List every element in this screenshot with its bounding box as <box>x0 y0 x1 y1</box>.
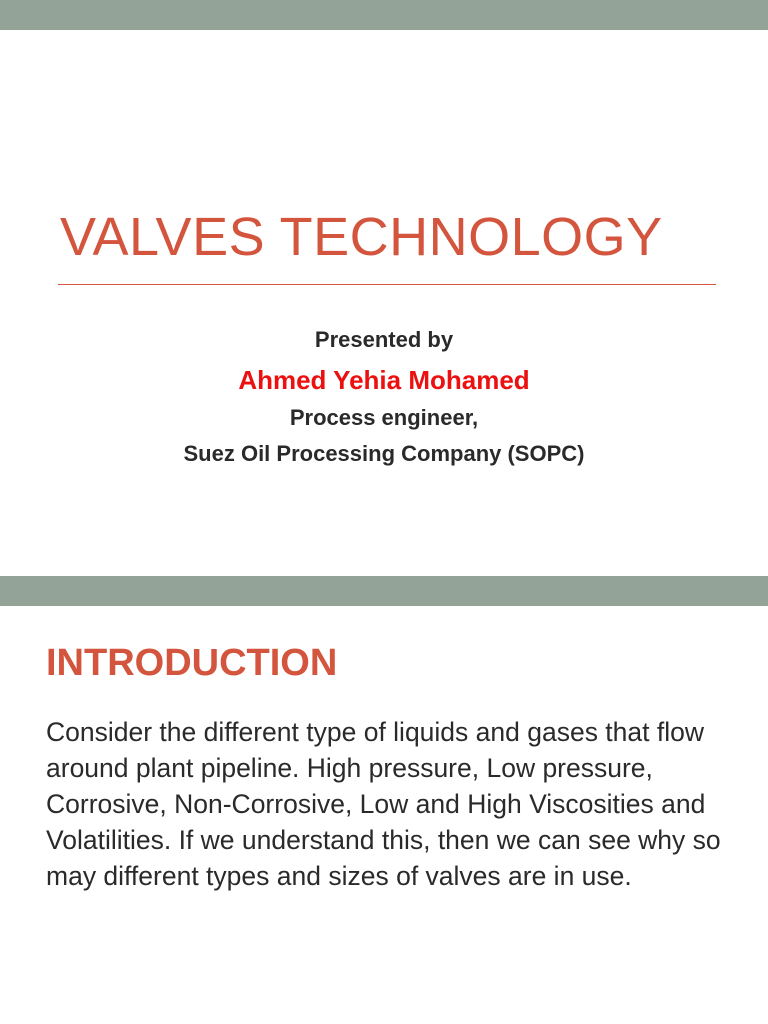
presenter-role: Process engineer, <box>289 405 479 430</box>
introduction-slide <box>0 606 768 1024</box>
introduction-heading: INTRODUCTION <box>46 642 338 684</box>
presenter-company: Suez Oil Processing Company (SOPC) <box>183 441 585 466</box>
top-header-band <box>0 0 768 30</box>
title-slide <box>0 30 768 576</box>
presenter-info <box>0 324 768 472</box>
slide-separator-band <box>0 576 768 606</box>
presenter-name: Ahmed Yehia Mohamed <box>238 365 530 395</box>
introduction-body: Consider the different type of liquids and gases that flow around plant pipeline. High pressure, Low pressure, Corrosive, Non-Corrosive, Low and High Viscosities and Volatilities. If we understand this, then we can see why so may different types and sizes of valves are in use. <box>46 717 721 891</box>
title-divider <box>58 284 716 285</box>
presented-by-label: Presented by <box>314 327 454 352</box>
slide-title: VALVES TECHNOLOGY <box>60 207 663 267</box>
